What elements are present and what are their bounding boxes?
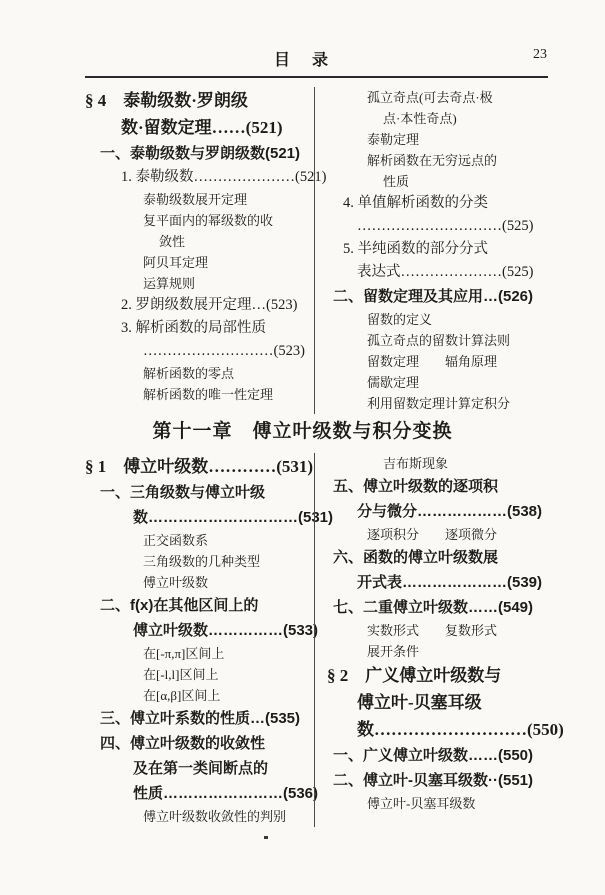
toc-entry: …………………………(525) — [357, 218, 534, 234]
toc-entry: 二、f(x)在其他区间上的 — [100, 597, 259, 614]
toc-entry: 复平面内的幂级数的收 — [143, 213, 274, 228]
toc-entry: 一、泰勒级数与罗朗级数(521) — [100, 145, 301, 162]
toc-entry: 二、留数定理及其应用…(526) — [333, 288, 534, 305]
toc-entry: 傅立叶-贝塞耳级数 — [367, 796, 476, 811]
toc-entry: 在[α,β]区间上 — [143, 688, 221, 703]
toc-entry: 1. 泰勒级数…………………(521) — [121, 169, 327, 185]
toc-entry: 六、函数的傅立叶级数展 — [333, 549, 499, 566]
toc-entry: 留数定理 辐角原理 — [367, 354, 498, 369]
toc-entry: 4. 单值解析函数的分类 — [343, 195, 488, 211]
toc-entry: 开式表…………………(539) — [357, 574, 543, 591]
toc-entry: 孤立奇点的留数计算法则 — [367, 333, 511, 348]
toc-entry: 三、傅立叶系数的性质…(535) — [100, 710, 301, 727]
toc-entry: 阿贝耳定理 — [143, 255, 209, 270]
lower-left-column — [85, 453, 334, 827]
page-number: 23 — [533, 47, 547, 62]
toc-entry: 数…………………………(531) — [133, 509, 334, 526]
chapter-heading: 第十一章 傅立叶级数与积分变换 — [152, 421, 453, 442]
toc-entry: 性质 — [383, 174, 410, 189]
toc-entry: 分与微分………………(538) — [357, 503, 543, 520]
toc-entry: 解析函数的零点 — [143, 366, 235, 381]
toc-entry: § 1 傅立叶级数…………(531) — [85, 457, 314, 476]
toc-entry: 展开条件 — [367, 644, 420, 659]
toc-entry: 数·留数定理……(521) — [121, 118, 283, 137]
toc-entry: 儒歇定理 — [367, 375, 420, 390]
toc-entry: 二、傅立叶-贝塞耳级数··(551) — [333, 772, 534, 789]
toc-entry: § 2 广义傅立叶级数与 — [327, 666, 502, 685]
toc-entry: 四、傅立叶级数的收敛性 — [100, 735, 266, 752]
toc-entry: 3. 解析函数的局部性质 — [121, 320, 266, 336]
toc-entry: 傅立叶级数 — [143, 575, 209, 590]
toc-entry: 利用留数定理计算定积分 — [367, 396, 511, 411]
lower-right-column — [314, 453, 564, 827]
toc-entry: 数………………………(550) — [357, 720, 564, 739]
upper-left-column — [85, 87, 327, 414]
toc-entry: 七、二重傅立叶级数……(549) — [333, 599, 534, 616]
toc-entry: 傅立叶-贝塞耳级 — [357, 693, 482, 712]
toc-entry: 吉布斯现象 — [383, 456, 449, 471]
toc-entry: 性质……………………(536) — [133, 785, 319, 802]
toc-section-upper — [85, 87, 553, 414]
toc-entry: 解析函数在无穷远点的 — [367, 153, 498, 168]
toc-entry: 泰勒定理 — [367, 132, 420, 147]
upper-right-column — [314, 87, 553, 414]
toc-entry: 一、三角级数与傅立叶级 — [100, 484, 266, 501]
toc-entry: 傅立叶级数……………(533) — [133, 622, 319, 639]
toc-entry: 孤立奇点(可去奇点·极 — [367, 90, 493, 105]
toc-entry: 泰勒级数展开定理 — [143, 192, 248, 207]
toc-entry: 逐项积分 逐项微分 — [367, 527, 498, 542]
toc-entry: 傅立叶级数收敛性的判别 — [143, 809, 287, 824]
toc-entry: 5. 半纯函数的部分分式 — [343, 241, 488, 257]
toc-entry: 一、广义傅立叶级数……(550) — [333, 747, 534, 764]
toc-entry: 三角级数的几种类型 — [143, 554, 261, 569]
header-rule — [85, 76, 548, 78]
toc-entry: 正交函数系 — [143, 533, 209, 548]
toc-entry: 及在第一类间断点的 — [133, 760, 269, 777]
toc-entry: 敛性 — [159, 234, 186, 249]
toc-entry: 点·本性奇点) — [383, 111, 457, 126]
scan-speck — [264, 836, 268, 839]
toc-entry: 表达式…………………(525) — [357, 264, 534, 280]
toc-entry: 解析函数的唯一性定理 — [143, 387, 274, 402]
toc-section-lower — [85, 453, 564, 827]
toc-entry: 2. 罗朗级数展开定理…(523) — [121, 297, 298, 313]
header-title: 目 录 — [273, 52, 331, 69]
page-header — [0, 0, 605, 69]
toc-entry: 在[-l,l]区间上 — [143, 667, 219, 682]
toc-entry: ………………………(523) — [143, 343, 305, 359]
toc-entry: 留数的定义 — [367, 312, 433, 327]
toc-entry: 五、傅立叶级数的逐项积 — [333, 478, 499, 495]
toc-entry: § 4 泰勒级数·罗朗级 — [85, 91, 248, 110]
toc-entry: 运算规则 — [143, 276, 196, 291]
toc-entry: 实数形式 复数形式 — [367, 623, 498, 638]
toc-entry: 在[-π,π]区间上 — [143, 646, 225, 661]
